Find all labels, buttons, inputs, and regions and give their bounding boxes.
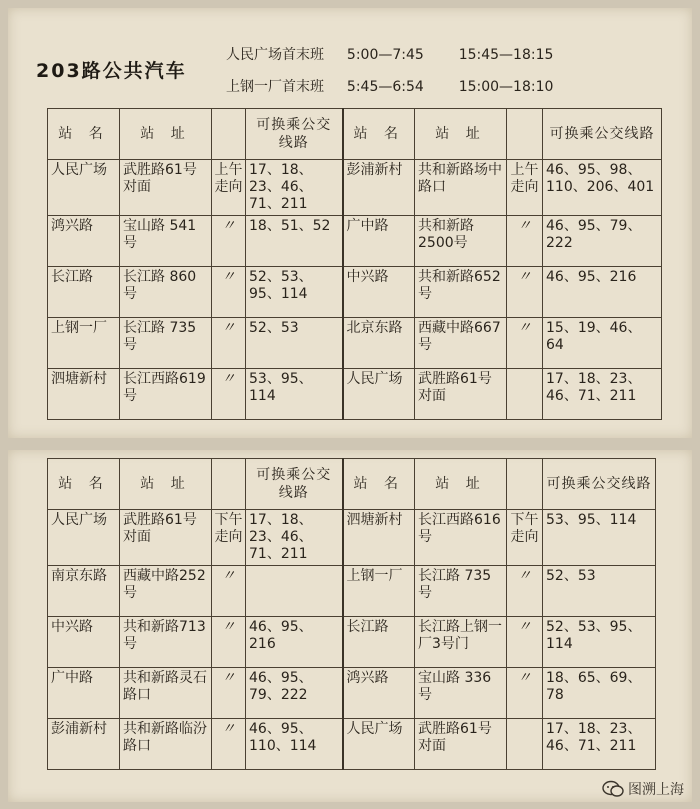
station-address-cell: 长江路 735号 <box>415 566 507 617</box>
direction-cell <box>507 719 543 770</box>
station-address-cell: 共和新路临汾路口 <box>120 719 212 770</box>
station-name-cell: 人民广场 <box>343 369 415 420</box>
direction-cell: 〃 <box>507 566 543 617</box>
header-station-name: 站 名 <box>48 459 120 510</box>
header-transfer-lines: 可换乘公交线路 <box>246 459 343 510</box>
direction-cell: 〃 <box>507 617 543 668</box>
route-title: 203路公共汽车 <box>36 60 187 82</box>
station-name-cell: 长江路 <box>343 617 415 668</box>
transfer-routes-cell: 52、53、95、114 <box>543 617 656 668</box>
header-transfer-lines: 可换乘公交线路 <box>543 459 656 510</box>
station-address-cell: 共和新路652号 <box>415 267 507 318</box>
station-name-cell: 长江路 <box>48 267 120 318</box>
station-address-cell: 长江西路619号 <box>120 369 212 420</box>
transfer-routes-cell: 17、18、23、46、71、211 <box>246 510 343 566</box>
header-station-address: 站 址 <box>415 459 507 510</box>
direction-cell: 〃 <box>212 566 246 617</box>
transfer-routes-cell: 17、18、23、46、71、211 <box>246 160 343 216</box>
station-name-cell: 人民广场 <box>343 719 415 770</box>
schedule-line-2 <box>226 76 553 96</box>
station-address-cell: 长江路 860号 <box>120 267 212 318</box>
schedule-afternoon: 15:00—18:10 <box>458 79 554 95</box>
direction-cell: 下午走向 <box>212 510 246 566</box>
direction-cell: 〃 <box>507 216 543 267</box>
schedule-line-1 <box>226 44 553 64</box>
transfer-routes-cell <box>246 566 343 617</box>
table-row <box>48 510 656 566</box>
table-row <box>48 267 662 318</box>
wechat-icon <box>602 780 624 798</box>
station-name-cell: 中兴路 <box>48 617 120 668</box>
station-name-cell: 北京东路 <box>343 318 415 369</box>
station-name-cell: 广中路 <box>343 216 415 267</box>
direction-cell: 〃 <box>212 668 246 719</box>
transfer-routes-cell: 46、95、110、114 <box>246 719 343 770</box>
transfer-routes-cell: 15、19、46、64 <box>543 318 662 369</box>
station-name-cell: 广中路 <box>48 668 120 719</box>
direction-cell: 〃 <box>507 318 543 369</box>
station-address-cell: 长江路上钢一厂3号门 <box>415 617 507 668</box>
station-address-cell: 武胜路61号对面 <box>415 719 507 770</box>
station-name-cell: 鸿兴路 <box>343 668 415 719</box>
station-name-cell: 彭浦新村 <box>343 160 415 216</box>
direction-cell: 下午走向 <box>507 510 543 566</box>
table-row <box>48 318 662 369</box>
header-transfer-lines: 可换乘公交线路 <box>246 109 343 160</box>
watermark-text: 图溯上海 <box>628 782 684 798</box>
station-address-cell: 武胜路61号对面 <box>120 510 212 566</box>
schedule-station: 人民广场首末班 <box>226 47 324 63</box>
transfer-routes-cell: 18、51、52 <box>246 216 343 267</box>
table-row <box>48 216 662 267</box>
station-address-cell: 武胜路61号对面 <box>120 160 212 216</box>
table-row <box>48 719 656 770</box>
station-address-cell: 长江路 735号 <box>120 318 212 369</box>
header-transfer-lines: 可换乘公交线路 <box>543 109 662 160</box>
station-name-cell: 上钢一厂 <box>343 566 415 617</box>
direction-cell: 〃 <box>212 617 246 668</box>
transfer-routes-cell: 46、95、216 <box>246 617 343 668</box>
direction-cell: 〃 <box>212 369 246 420</box>
transfer-routes-cell: 17、18、23、46、71、211 <box>543 719 656 770</box>
station-address-cell: 武胜路61号对面 <box>415 369 507 420</box>
station-address-cell: 共和新路2500号 <box>415 216 507 267</box>
schedule-afternoon: 15:45—18:15 <box>458 47 554 63</box>
station-address-cell: 宝山路 541号 <box>120 216 212 267</box>
morning-stops-table <box>47 108 662 420</box>
transfer-routes-cell: 46、95、216 <box>543 267 662 318</box>
transfer-routes-cell: 53、95、114 <box>543 510 656 566</box>
direction-cell: 〃 <box>212 719 246 770</box>
direction-cell: 〃 <box>212 267 246 318</box>
station-address-cell: 长江西路616号 <box>415 510 507 566</box>
station-name-cell: 鸿兴路 <box>48 216 120 267</box>
direction-cell: 〃 <box>212 216 246 267</box>
transfer-routes-cell: 46、95、98、110、206、401 <box>543 160 662 216</box>
station-address-cell: 共和新路713号 <box>120 617 212 668</box>
schedule-morning: 5:00—7:45 <box>346 47 424 63</box>
transfer-routes-cell: 52、53、95、114 <box>246 267 343 318</box>
transfer-routes-cell: 46、95、79、222 <box>246 668 343 719</box>
transfer-routes-cell: 52、53 <box>543 566 656 617</box>
header-station-address: 站 址 <box>120 109 212 160</box>
station-address-cell: 宝山路 336号 <box>415 668 507 719</box>
station-address-cell: 西藏中路252号 <box>120 566 212 617</box>
header-station-name: 站 名 <box>48 109 120 160</box>
table-row <box>48 160 662 216</box>
station-name-cell: 人民广场 <box>48 160 120 216</box>
direction-cell: 上午走向 <box>507 160 543 216</box>
table-row <box>48 617 656 668</box>
station-name-cell: 上钢一厂 <box>48 318 120 369</box>
station-name-cell: 中兴路 <box>343 267 415 318</box>
direction-cell: 〃 <box>507 267 543 318</box>
station-name-cell: 泗塘新村 <box>343 510 415 566</box>
table-row <box>48 566 656 617</box>
direction-cell <box>507 369 543 420</box>
header-station-name: 站 名 <box>343 109 415 160</box>
station-name-cell: 泗塘新村 <box>48 369 120 420</box>
schedule-station: 上钢一厂首末班 <box>226 79 324 95</box>
header-station-address: 站 址 <box>120 459 212 510</box>
station-address-cell: 共和新路场中路口 <box>415 160 507 216</box>
direction-cell: 〃 <box>507 668 543 719</box>
direction-cell: 〃 <box>212 318 246 369</box>
watermark <box>602 779 684 799</box>
table-row <box>48 668 656 719</box>
direction-cell: 上午走向 <box>212 160 246 216</box>
station-name-cell: 彭浦新村 <box>48 719 120 770</box>
transfer-routes-cell: 17、18、23、46、71、211 <box>543 369 662 420</box>
table-row <box>48 369 662 420</box>
station-address-cell: 共和新路灵石路口 <box>120 668 212 719</box>
station-address-cell: 西藏中路667号 <box>415 318 507 369</box>
schedule-morning: 5:45—6:54 <box>346 79 424 95</box>
station-name-cell: 人民广场 <box>48 510 120 566</box>
afternoon-stops-table <box>47 458 656 770</box>
transfer-routes-cell: 53、95、114 <box>246 369 343 420</box>
header-station-name: 站 名 <box>343 459 415 510</box>
header-station-address: 站 址 <box>415 109 507 160</box>
transfer-routes-cell: 18、65、69、78 <box>543 668 656 719</box>
transfer-routes-cell: 52、53 <box>246 318 343 369</box>
transfer-routes-cell: 46、95、79、222 <box>543 216 662 267</box>
station-name-cell: 南京东路 <box>48 566 120 617</box>
